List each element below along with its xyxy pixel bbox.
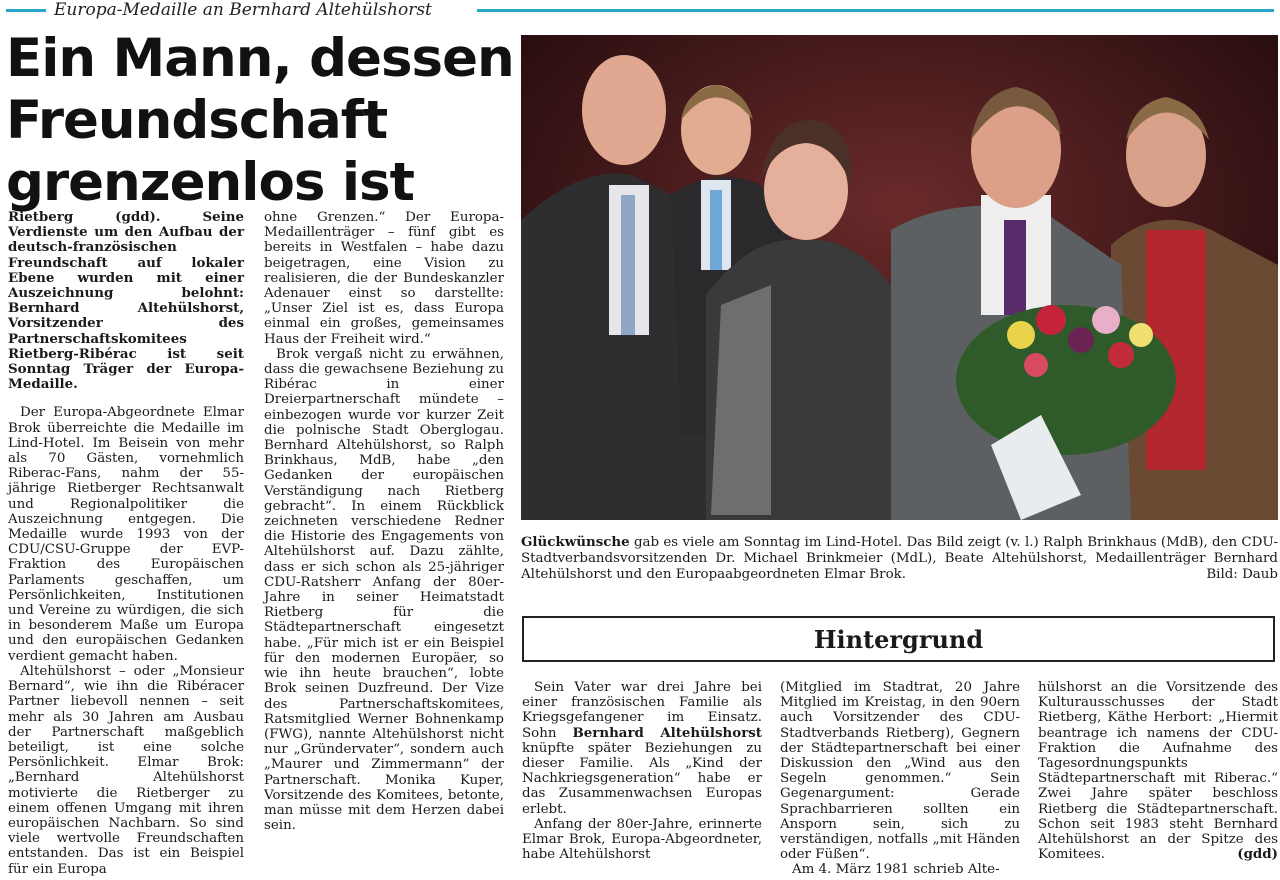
hintergrund-text: hülshorst an die Vorsitzende des Kulturausschusses der Stadt Rietberg, Käthe Herbort: „Hiermit beantrage ich namens der CDU-Fraktion die Aufnahme des Tagesordnungspunkts Städtepartnerschaft mit Riberac.“ Zwei Jahre später beschloss Rietberg die Städtepartnerschaft. Schon seit 1983 steht Bernhard Altehülshorst an der Spitze des Komitees. (1038, 680, 1278, 863)
article-column-1 (8, 210, 244, 877)
hintergrund-title: Hintergrund (813, 624, 984, 654)
hintergrund-text: (Mitglied im Stadtrat, 20 Jahre Mitglied im Kreistag, in den 90ern auch Vorsitzender des CDU-Stadtverbands Rietberg), Gegnern der Städtepartnerschaft bei einer Diskussion den „Wind aus den Segeln genommen.“ Sein Gegenargument: Gerade Sprachbarrieren sollten ein Ansporn sein, sich zu verständigen, notfalls „mit Händen oder Füßen“. (780, 680, 1020, 863)
kicker-rule-right (477, 9, 1274, 12)
headline-line: Ein Mann, dessen (6, 28, 514, 89)
hintergrund-name: Bernhard Altehülshorst (572, 724, 762, 741)
photo-credit: Bild: Daub (1206, 567, 1278, 582)
hintergrund-column-1 (522, 680, 762, 862)
kicker-rule-left (6, 9, 46, 12)
caption-lead: Glückwünsche (521, 534, 630, 550)
article-paragraph: ohne Grenzen.“ Der Europa-Medaillenträger – fünf gibt es bereits in Westfalen – habe dazu beigetragen, eine Vision zu realisieren, die der Bundeskanzler Adenauer einst so darstellte: „Unser Ziel ist es, dass Europa einmal ein großes, gemeinsames Haus der Freiheit wird.“ (264, 210, 504, 347)
headline-line: Freundschaft (6, 90, 388, 151)
hintergrund-column-2 (780, 680, 1020, 878)
headline-line: grenzenlos ist (6, 152, 414, 213)
photo-caption (521, 534, 1278, 583)
group-photo-illustration (521, 35, 1278, 520)
kicker-row (0, 0, 1280, 22)
article-paragraph: Der Europa-Abgeordnete Elmar Brok überreichte die Medaille im Lind-Hotel. Im Beisein von mehr als 70 Gästen, vornehmlich Riberac-Fans, nahm der 55-jährige Rietberger Rechtsanwalt und Regionalpolitiker die Auszeichnung entgegen. Die Medaille wurde 1993 von der CDU/CSU-Gruppe der EVP-Fraktion des Europäischen Parlaments geschaffen, um Persönlichkeiten, Institutionen und Vereine zu würdigen, die sich in besonderem Maße um Europa und den europäischen Gedanken verdient gemacht haben. (8, 405, 244, 664)
hintergrund-text: Anfang der 80er-Jahre, erinnerte Elmar Brok, Europa-Abgeordneter, habe Altehülshorst (522, 816, 762, 863)
article-lead: Rietberg (gdd). Seine Verdienste um den Aufbau der deutsch-französischen Freundschaft auf lokaler Ebene wurden mit einer Auszeichnung belohnt: Bernhard Altehülshorst, Vorsitzender des Partnerschaftskomitees Rietberg-Ribérac ist seit Sonntag Träger der Europa-Medaille. (8, 209, 244, 393)
author-sign: (gdd) (1237, 846, 1278, 863)
hintergrund-text: Sein Vater war drei Jahre bei einer französischen Familie als Kriegsgefangener im Einsatz. Sohn (522, 680, 762, 741)
hintergrund-text: Am 4. März 1981 schrieb Alte- (792, 862, 1000, 878)
headline (6, 28, 514, 214)
article-paragraph: Brok vergaß nicht zu erwähnen, dass die gewachsene Beziehung zu Ribérac in einer Dreierpartnerschaft mündete – einbezogen wurde vor kurzer Zeit die polnische Stadt Oberglogau. Bernhard Altehülshorst, so Ralph Brinkhaus, MdB, habe „den Gedanken der europäischen Verständigung nach Rietberg gebracht“. In einem Rückblick zeichneten verschiedene Redner die Historie des Engagements von Altehülshorst auf. Dazu zählte, dass er sich schon als 25-jähriger CDU-Ratsherr Anfang der 80er-Jahre in seiner Heimatstadt Rietberg für die Städtepartnerschaft eingesetzt habe. „Für mich ist er ein Beispiel für den modernen Europäer, so wie ihn heute brauchen“, lobte Brok seinen Duzfreund. Der Vize des Partnerschaftskomitees, Ratsmitglied Werner Bohnenkamp (FWG), nannte Altehülshorst nicht nur „Gründervater“, sondern auch „Maurer und Zimmermann“ der Partnerschaft. Monika Kuper, Vorsitzende des Komitees, betonte, man müsse mit dem Herzen dabei sein. (264, 346, 504, 834)
article-column-2 (264, 210, 504, 833)
hintergrund-text: knüpfte später Beziehungen zu dieser Familie. Als „Kind der Nachkriegsgeneration“ habe er das Zusammenwachsen Europas erlebt. (522, 740, 762, 817)
kicker: Europa-Medaille an Bernhard Altehülshorst (54, 0, 432, 20)
hintergrund-column-3 (1038, 680, 1278, 862)
caption-text: gab es viele am Sonntag im Lind-Hotel. Das Bild zeigt (v. l.) Ralph Brinkhaus (MdB), den CDU-Stadtverbandsvorsitzenden Dr. Michael Brinkmeier (MdL), Beate Altehülshorst, Medaillenträger Bernhard Altehülshorst und den Europaabgeordneten Elmar Brok. (521, 535, 1278, 582)
article-paragraph: Altehülshorst – oder „Monsieur Bernard“, wie ihn die Ribéracer Partner liebevoll nennen – seit mehr als 30 Jahren am Ausbau der Partnerschaft maßgeblich beteiligt, ist eine solche Persönlichkeit. Elmar Brok: „Bernhard Altehülshorst motivierte die Rietberger zu einem offenen Umgang mit ihren europäischen Nachbarn. So sind viele wertvolle Freundschaften entstanden. Das ist ein Beispiel für ein Europa (8, 663, 244, 877)
group-photo (521, 35, 1278, 520)
hintergrund-box (522, 616, 1275, 662)
